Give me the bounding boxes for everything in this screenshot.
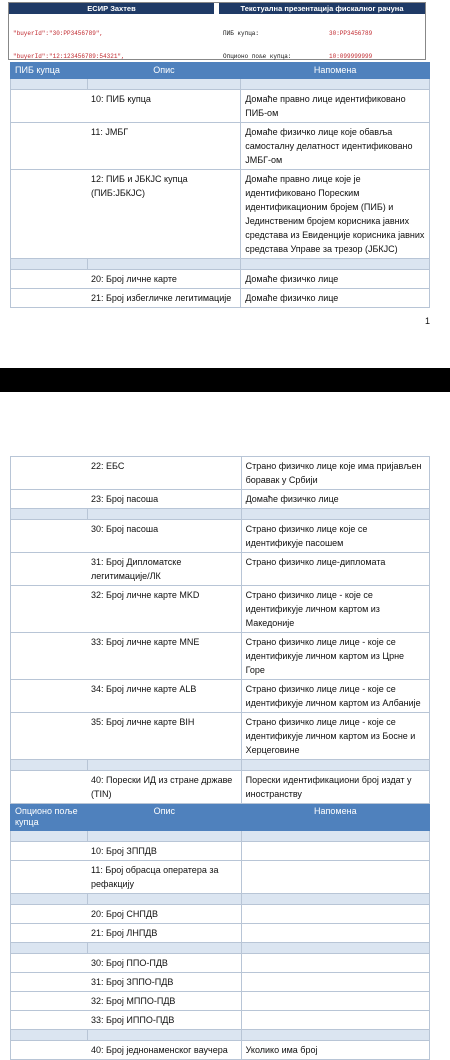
esir-comparison-box [8, 2, 426, 60]
table-row [11, 680, 430, 713]
row-description: 23: Број пасоша [11, 490, 242, 509]
table-row [11, 457, 430, 490]
table-row [11, 954, 430, 973]
table-row [11, 924, 430, 943]
json-line: "buyerId":"12:123456789:54321", [13, 52, 125, 60]
column-header: Опис [87, 63, 240, 79]
row-description: 40: Порески ИД из стране државе (TIN) [11, 771, 242, 804]
column-header: ПИБ купца [11, 63, 88, 79]
row-description: 40: Број једнонаменског ваучера [11, 1041, 242, 1060]
row-note: Домаће физичко лице [241, 289, 430, 308]
row-description: 32: Број МППО-ПДВ [11, 992, 242, 1011]
table-row [11, 992, 430, 1011]
row-note [241, 1011, 429, 1030]
column-header: Опционо поље купца [11, 804, 88, 831]
table-header-row [11, 63, 430, 79]
row-note: Страно физичко лице лице - које се идентификује личном картом из Црне Горе [241, 633, 429, 680]
column-header: Напомена [241, 63, 430, 79]
table-row [11, 170, 430, 259]
row-description: 32: Број личне карте MKD [11, 586, 242, 633]
row-note [241, 905, 429, 924]
row-description: 10: ПИБ купца [11, 90, 241, 123]
column-header: Опис [88, 804, 241, 831]
row-note: Домаће физичко лице [241, 490, 429, 509]
row-note: Домаће физичко лице које обавља самосталну делатност идентификовано ЈМБГ-ом [241, 123, 430, 170]
row-note: Страно физичко лице које се идентификује пасошем [241, 520, 429, 553]
table-row [11, 553, 430, 586]
table-row [11, 905, 430, 924]
row-description: 20: Број личне карте [11, 270, 241, 289]
table-row [11, 270, 430, 289]
buyer-pib-label: ПИБ купца: [223, 30, 260, 37]
row-description: 35: Број личне карте BIH [11, 713, 242, 760]
row-note [241, 973, 429, 992]
table-row [11, 123, 430, 170]
optional-field-header-row [11, 804, 430, 831]
row-description: 11: ЈМБГ [11, 123, 241, 170]
row-note [241, 924, 429, 943]
row-description: 11: Број обрасца оператера за рефакцију [11, 861, 242, 894]
buyer-pib-value: 30:PP3456789 [329, 30, 373, 37]
row-note: Страно физичко лице лице - које се идентификује личном картом из Босне и Херцеговине [241, 713, 429, 760]
table-row [11, 490, 430, 509]
json-line: "buyerId":"30:PP3456789", [13, 30, 104, 37]
row-description: 30: Број пасоша [11, 520, 242, 553]
buyer-optional-label: Опционо поље купца: [223, 52, 292, 60]
row-description: 34: Број личне карте ALB [11, 680, 242, 713]
row-note: Страно физичко лице - које се идентификује личном картом из Македоније [241, 586, 429, 633]
row-description: 31: Број ЗППО-ПДВ [11, 973, 242, 992]
page-number: 1 [424, 316, 430, 326]
table-row [11, 1041, 430, 1060]
row-note [241, 861, 429, 894]
row-note: Домаће физичко лице [241, 270, 430, 289]
buyer-id-table [10, 62, 430, 308]
row-description: 22: ЕБС [11, 457, 242, 490]
row-description: 21: Број избегличке легитимације [11, 289, 241, 308]
esir-request-title: ЕСИР Захтев [9, 3, 214, 14]
table-row [11, 520, 430, 553]
row-note: Страно физичко лице које има пријављен боравак у Србији [241, 457, 429, 490]
table-row [11, 771, 430, 804]
row-description: 31: Број Дипломатске легитимације/ЛК [11, 553, 242, 586]
buyer-optional-value: 10:099999999 [329, 52, 373, 60]
row-note: Уколико има број [241, 1041, 429, 1060]
table-row [11, 633, 430, 680]
row-note: Домаће правно лице идентификовано ПИБ-ом [241, 90, 430, 123]
row-note [241, 842, 429, 861]
row-note: Домаће правно лице које је идентификовано Пореским идентификационим бројем (ПИБ) и Јединственим бројем корисника јавних средстава из Евиденције корисника јавних средстава Управе за трезор (ЈБКЈС) [241, 170, 430, 259]
table-row [11, 861, 430, 894]
row-description: 10: Број ЗППДВ [11, 842, 242, 861]
esir-text-presentation-title: Текстуална презентација фискалног рачуна [219, 3, 425, 14]
table-row [11, 90, 430, 123]
column-header: Напомена [241, 804, 429, 831]
page-divider [0, 368, 450, 392]
row-note: Страно физичко лице лице - које се идентификује личном картом из Албаније [241, 680, 429, 713]
row-note: Порески идентификациони број издат у иностранству [241, 771, 429, 804]
row-description: 33: Број личне карте MNE [11, 633, 242, 680]
table-row [11, 1011, 430, 1030]
table-row [11, 713, 430, 760]
row-description: 21: Број ЛНПДВ [11, 924, 242, 943]
table-row [11, 973, 430, 992]
row-description: 12: ПИБ и ЈБКЈС купца (ПИБ:ЈБКЈС) [11, 170, 241, 259]
row-description: 30: Број ППО-ПДВ [11, 954, 242, 973]
table-row [11, 586, 430, 633]
row-description: 20: Број СНПДВ [11, 905, 242, 924]
table-row [11, 842, 430, 861]
row-note [241, 992, 429, 1011]
buyer-id-table-continued [10, 456, 430, 1060]
table-row [11, 289, 430, 308]
row-description: 33: Број ИППО-ПДВ [11, 1011, 242, 1030]
row-note: Страно физичко лице-дипломата [241, 553, 429, 586]
row-note [241, 954, 429, 973]
